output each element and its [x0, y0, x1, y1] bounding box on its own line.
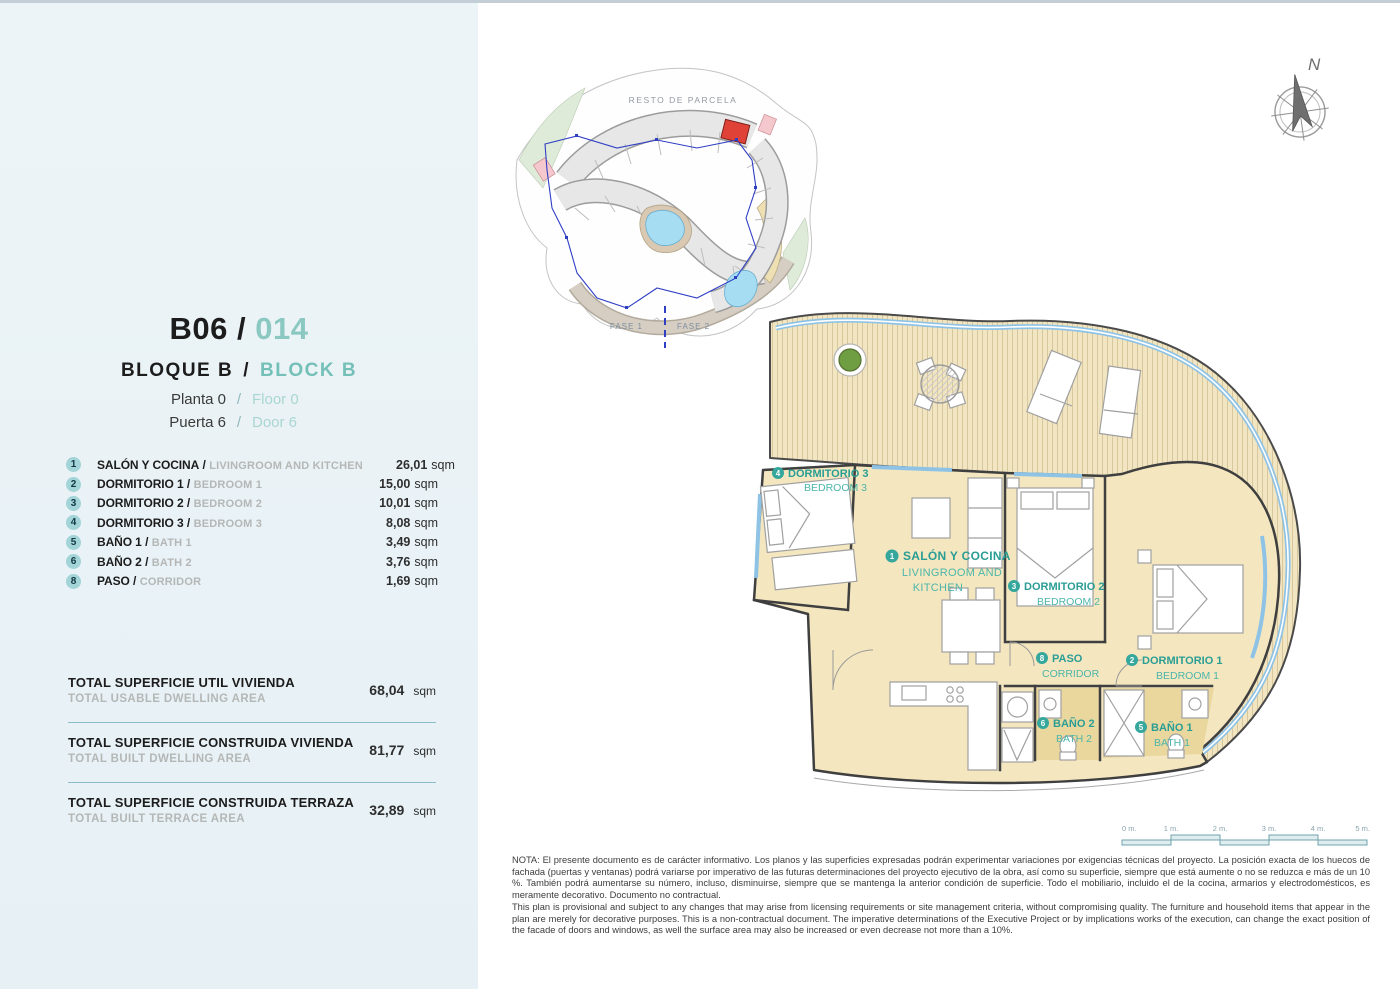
total-built-dwelling-area: TOTAL SUPERFICIE CONSTRUIDA VIVIENDA TOTAL BUILT DWELLING AREA 81,77 sqm [68, 735, 436, 765]
bath1-label-es: BAÑO 1 [1151, 722, 1193, 734]
door-en: Door 6 [252, 414, 298, 431]
room-row-bath1: 5 BAÑO 1 / BATH 1 3,49 sqm [66, 533, 438, 552]
door-es: Puerta 6 [169, 414, 226, 431]
room-area: 26,01 sqm [396, 457, 455, 472]
room-number-badge: 6 [66, 554, 81, 569]
utility-cabinet [1002, 728, 1033, 762]
dining-table [942, 600, 1000, 652]
bath2-sink [1039, 690, 1061, 718]
svg-text:2 m.: 2 m. [1212, 824, 1228, 833]
north-label: N [1308, 55, 1321, 74]
disclaimer-es: NOTA: El presente documento es de carácter informativo. Los planos y las superficies expresadas podrán experimentar variaciones por exigencias técnicas del proyecto. La posición exacta de los huecos de fachada (puertas y ventanas) podrá variarse por imperativo de las futuras determinaciones del proyecto ejecutivo de la obra, así como su superficie, siempre que está aumente o no se reduzca e más de un 10 %. También podrá aumentarse su número, incluso, disminuirse, siempre que se mantenga la anterior condición de superficie. Todo el mobiliario, incluido el de la cocina, armarios y electrodomésticos, es meramente decorativo. Documento no contractual. [512, 855, 1370, 901]
legal-disclaimer [512, 855, 1370, 937]
room-area: 8,08 sqm [386, 515, 438, 530]
bed3-label-es: DORMITORIO 3 [788, 468, 869, 480]
bath1-label-en: BATH 1 [1154, 737, 1190, 749]
room-number-badge: 3 [66, 496, 81, 511]
compass-needle [1285, 73, 1313, 131]
svg-text:4 m.: 4 m. [1310, 824, 1326, 833]
room-row-bed1: 2 DORMITORIO 1 / BEDROOM 1 15,00 sqm [66, 474, 438, 493]
room-number-badge: 8 [66, 574, 81, 589]
room-list [66, 455, 455, 591]
room-area: 3,49 sqm [386, 535, 438, 550]
bed3-label-en: BEDROOM 3 [804, 482, 868, 494]
bed1-label-en: BEDROOM 1 [1156, 670, 1220, 682]
room-row-bed2: 3 DORMITORIO 2 / BEDROOM 2 10,01 sqm [66, 494, 438, 513]
scale-labels [1122, 824, 1370, 833]
svg-text:3 m.: 3 m. [1261, 824, 1277, 833]
phase1-label: FASE 1 [609, 322, 643, 331]
block-name-en: BLOCK B [260, 360, 358, 381]
room-number-badge: 1 [66, 457, 81, 472]
divider-line [68, 722, 436, 723]
room-area: 15,00 sqm [379, 477, 438, 492]
svg-text:3: 3 [1011, 582, 1017, 591]
north-compass [1258, 52, 1342, 154]
floor-en: Floor 0 [252, 391, 299, 408]
room-row-bed3: 4 DORMITORIO 3 / BEDROOM 3 8,08 sqm [66, 513, 438, 532]
svg-text:5: 5 [1138, 723, 1144, 732]
paso-label-es: PASO [1052, 653, 1083, 665]
living-label-en1: LIVINGROOM AND [901, 567, 1003, 579]
svg-text:5 m.: 5 m. [1355, 824, 1370, 833]
paso-label-en: CORRIDOR [1042, 668, 1100, 680]
svg-text:1: 1 [889, 552, 895, 561]
tv-unit [912, 498, 950, 538]
phase2-label: FASE 2 [677, 322, 711, 331]
living-label-en2: KITCHEN [912, 582, 964, 594]
door-row: Puerta 6 / Door 6 [0, 414, 478, 431]
divider-line [68, 782, 436, 783]
room-number-badge: 4 [66, 515, 81, 530]
bath2-label-es: BAÑO 2 [1053, 718, 1095, 730]
info-sidebar [0, 3, 478, 989]
svg-text:2: 2 [1129, 656, 1135, 665]
bed2-label-en: BEDROOM 2 [1037, 596, 1101, 608]
svg-text:8: 8 [1039, 654, 1045, 663]
bed1-label-es: DORMITORIO 1 [1142, 655, 1223, 667]
svg-text:6: 6 [1040, 719, 1046, 728]
room-area: 10,01 sqm [379, 496, 438, 511]
unit-number: 014 [255, 311, 309, 346]
svg-text:1 m.: 1 m. [1163, 824, 1179, 833]
scale-bar [1120, 820, 1374, 856]
plant [839, 349, 861, 371]
svg-text:4: 4 [775, 469, 781, 478]
room-row-corridor: 8 PASO / CORRIDOR 1,69 sqm [66, 571, 438, 590]
total-built-terrace-area: TOTAL SUPERFICIE CONSTRUIDA TERRAZA TOTAL BUILT TERRACE AREA 32,89 sqm [68, 795, 436, 825]
total-usable-area: TOTAL SUPERFICIE UTIL VIVIENDA TOTAL USABLE DWELLING AREA 68,04 sqm [68, 675, 436, 705]
block-name-es: BLOQUE B [120, 360, 234, 381]
bath2-label-en: BATH 2 [1056, 733, 1092, 745]
block-title: BLOQUE B / BLOCK B [120, 360, 358, 381]
room-area: 3,76 sqm [386, 554, 438, 569]
apartment-floor-plan [752, 288, 1318, 798]
unit-code: B06 [169, 311, 228, 346]
floor-es: Planta 0 [170, 391, 226, 408]
total-usable-value: 68,04 sqm [369, 682, 436, 698]
total-built-dwelling-value: 81,77 sqm [369, 742, 436, 758]
floor-row: Planta 0 / Floor 0 [0, 391, 478, 408]
svg-text:0 m.: 0 m. [1122, 824, 1137, 833]
room-number-badge: 5 [66, 535, 81, 550]
bath1-sink [1182, 690, 1208, 718]
unit-title: B06 / 014 [169, 311, 309, 346]
room-row-bath2: 6 BAÑO 2 / BATH 2 3,76 sqm [66, 552, 438, 571]
resto-de-parcela-label: RESTO DE PARCELA [628, 95, 738, 105]
living-label-es: SALÓN Y COCINA [903, 549, 1011, 563]
total-built-terrace-value: 32,89 sqm [369, 802, 436, 818]
room-area: 1,69 sqm [386, 574, 438, 589]
room-number-badge: 2 [66, 477, 81, 492]
bed2-label-es: DORMITORIO 2 [1024, 581, 1105, 593]
room-row-living: 1 SALÓN Y COCINA / LIVINGROOM AND KITCHEN 26,01 sqm [66, 455, 438, 474]
disclaimer-en: This plan is provisional and subject to any changes that may arise from licensing requirements or site management criteria, without compromising quality. The furniture and household items that appear in the plan are merely for decorative purposes. This is a non-contractual document. The imperative determinations of the Executive Project or by implications works of the execution, can change the exact position of the facade of doors and windows, as well the surface area may also be increased or even decrease not more than a 10%. [512, 901, 1370, 936]
